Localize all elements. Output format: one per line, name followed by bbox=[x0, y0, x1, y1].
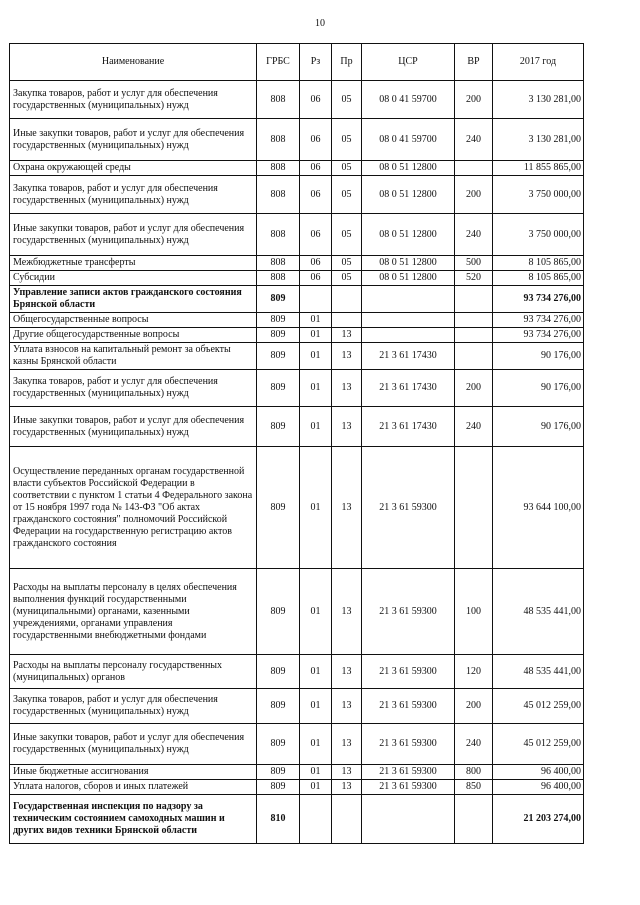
cell-grbs: 809 bbox=[257, 370, 300, 407]
cell-rz: 01 bbox=[300, 655, 332, 689]
cell-pr: 13 bbox=[332, 655, 362, 689]
cell-csr: 21 3 61 59300 bbox=[362, 780, 455, 795]
cell-name: Иные закупки товаров, работ и услуг для обеспечения государственных (муниципальных) нужд bbox=[10, 119, 257, 161]
cell-csr: 21 3 61 59300 bbox=[362, 689, 455, 724]
cell-name: Закупка товаров, работ и услуг для обеспечения государственных (муниципальных) нужд bbox=[10, 176, 257, 214]
cell-amount: 45 012 259,00 bbox=[493, 724, 584, 765]
column-header-name: Наименование bbox=[10, 44, 257, 81]
cell-grbs: 809 bbox=[257, 569, 300, 655]
cell-pr: 13 bbox=[332, 724, 362, 765]
cell-name: Иные закупки товаров, работ и услуг для обеспечения государственных (муниципальных) нужд bbox=[10, 214, 257, 256]
cell-rz: 06 bbox=[300, 119, 332, 161]
cell-name: Закупка товаров, работ и услуг для обеспечения государственных (муниципальных) нужд bbox=[10, 689, 257, 724]
cell-amount: 96 400,00 bbox=[493, 780, 584, 795]
cell-pr: 13 bbox=[332, 689, 362, 724]
cell-csr: 21 3 61 59300 bbox=[362, 655, 455, 689]
cell-vr bbox=[455, 343, 493, 370]
cell-grbs: 808 bbox=[257, 81, 300, 119]
cell-name: Субсидии bbox=[10, 271, 257, 286]
cell-pr: 05 bbox=[332, 271, 362, 286]
cell-vr: 100 bbox=[455, 569, 493, 655]
cell-grbs: 809 bbox=[257, 313, 300, 328]
cell-pr: 13 bbox=[332, 343, 362, 370]
cell-amount: 11 855 865,00 bbox=[493, 161, 584, 176]
cell-pr bbox=[332, 286, 362, 313]
cell-csr: 21 3 61 59300 bbox=[362, 569, 455, 655]
table-row bbox=[10, 795, 584, 844]
table-row bbox=[10, 214, 584, 256]
cell-amount: 93 734 276,00 bbox=[493, 286, 584, 313]
cell-amount: 90 176,00 bbox=[493, 343, 584, 370]
cell-grbs: 809 bbox=[257, 328, 300, 343]
table-body bbox=[10, 81, 584, 844]
table-row bbox=[10, 328, 584, 343]
cell-name: Управление записи актов гражданского состояния Брянской области bbox=[10, 286, 257, 313]
table-row bbox=[10, 765, 584, 780]
table-row bbox=[10, 161, 584, 176]
cell-amount: 96 400,00 bbox=[493, 765, 584, 780]
cell-pr: 05 bbox=[332, 176, 362, 214]
cell-grbs: 808 bbox=[257, 161, 300, 176]
cell-vr bbox=[455, 328, 493, 343]
cell-grbs: 809 bbox=[257, 689, 300, 724]
cell-rz: 01 bbox=[300, 343, 332, 370]
cell-vr bbox=[455, 795, 493, 844]
cell-rz: 06 bbox=[300, 161, 332, 176]
table-row bbox=[10, 689, 584, 724]
cell-vr: 200 bbox=[455, 370, 493, 407]
cell-grbs: 809 bbox=[257, 407, 300, 447]
cell-csr: 21 3 61 59300 bbox=[362, 724, 455, 765]
cell-grbs: 808 bbox=[257, 119, 300, 161]
cell-rz: 06 bbox=[300, 81, 332, 119]
cell-csr: 21 3 61 17430 bbox=[362, 343, 455, 370]
cell-amount: 93 734 276,00 bbox=[493, 328, 584, 343]
cell-csr: 21 3 61 59300 bbox=[362, 447, 455, 569]
table-row bbox=[10, 655, 584, 689]
table-header-row bbox=[10, 44, 584, 81]
cell-csr: 21 3 61 17430 bbox=[362, 370, 455, 407]
cell-csr: 08 0 41 59700 bbox=[362, 81, 455, 119]
cell-grbs: 810 bbox=[257, 795, 300, 844]
cell-grbs: 808 bbox=[257, 214, 300, 256]
cell-rz: 01 bbox=[300, 765, 332, 780]
cell-name: Общегосударственные вопросы bbox=[10, 313, 257, 328]
cell-pr: 05 bbox=[332, 214, 362, 256]
cell-rz: 01 bbox=[300, 328, 332, 343]
table-row bbox=[10, 176, 584, 214]
table-row bbox=[10, 271, 584, 286]
cell-csr: 08 0 41 59700 bbox=[362, 119, 455, 161]
cell-vr: 200 bbox=[455, 176, 493, 214]
cell-name: Осуществление переданных органам государственной власти субъектов Российской Федерации в соответствии с пунктом 1 статьи 4 Федерального закона от 15 ноября 1997 года № 143-ФЗ "Об актах гражданского состояния" полномочий Российской Федерации на государственную регистрацию актов гражданского состояния bbox=[10, 447, 257, 569]
cell-rz: 01 bbox=[300, 724, 332, 765]
table-row bbox=[10, 724, 584, 765]
cell-amount: 3 750 000,00 bbox=[493, 214, 584, 256]
cell-grbs: 808 bbox=[257, 271, 300, 286]
table-row bbox=[10, 119, 584, 161]
table-row bbox=[10, 343, 584, 370]
column-header-rz: Рз bbox=[300, 44, 332, 81]
cell-grbs: 809 bbox=[257, 765, 300, 780]
cell-rz: 01 bbox=[300, 313, 332, 328]
cell-vr bbox=[455, 286, 493, 313]
page-number: 10 bbox=[315, 18, 325, 29]
cell-amount: 21 203 274,00 bbox=[493, 795, 584, 844]
cell-vr: 800 bbox=[455, 765, 493, 780]
cell-vr: 200 bbox=[455, 689, 493, 724]
cell-pr: 13 bbox=[332, 407, 362, 447]
column-header-pr: Пр bbox=[332, 44, 362, 81]
cell-amount: 3 130 281,00 bbox=[493, 81, 584, 119]
cell-pr: 13 bbox=[332, 328, 362, 343]
cell-pr: 13 bbox=[332, 569, 362, 655]
cell-pr: 05 bbox=[332, 161, 362, 176]
cell-vr: 240 bbox=[455, 407, 493, 447]
cell-name: Иные закупки товаров, работ и услуг для обеспечения государственных (муниципальных) нужд bbox=[10, 407, 257, 447]
cell-vr: 500 bbox=[455, 256, 493, 271]
cell-grbs: 809 bbox=[257, 724, 300, 765]
cell-name: Межбюджетные трансферты bbox=[10, 256, 257, 271]
cell-name: Закупка товаров, работ и услуг для обеспечения государственных (муниципальных) нужд bbox=[10, 370, 257, 407]
cell-pr: 13 bbox=[332, 780, 362, 795]
cell-rz: 01 bbox=[300, 689, 332, 724]
cell-name: Расходы на выплаты персоналу в целях обеспечения выполнения функций государственными (муниципальными) органами, казенными учреждениями, органами управления государственными внебюджетными фондами bbox=[10, 569, 257, 655]
cell-amount: 3 750 000,00 bbox=[493, 176, 584, 214]
cell-rz: 06 bbox=[300, 271, 332, 286]
cell-csr: 08 0 51 12800 bbox=[362, 256, 455, 271]
cell-rz: 06 bbox=[300, 176, 332, 214]
cell-grbs: 809 bbox=[257, 655, 300, 689]
cell-amount: 93 644 100,00 bbox=[493, 447, 584, 569]
cell-vr: 850 bbox=[455, 780, 493, 795]
table-row bbox=[10, 447, 584, 569]
cell-name: Уплата взносов на капитальный ремонт за объекты казны Брянской области bbox=[10, 343, 257, 370]
cell-grbs: 808 bbox=[257, 256, 300, 271]
cell-pr: 05 bbox=[332, 119, 362, 161]
cell-rz: 01 bbox=[300, 407, 332, 447]
cell-rz: 01 bbox=[300, 569, 332, 655]
cell-amount: 8 105 865,00 bbox=[493, 256, 584, 271]
cell-vr: 200 bbox=[455, 81, 493, 119]
cell-pr: 13 bbox=[332, 447, 362, 569]
cell-vr: 120 bbox=[455, 655, 493, 689]
cell-vr: 520 bbox=[455, 271, 493, 286]
cell-pr: 13 bbox=[332, 765, 362, 780]
cell-name: Иные закупки товаров, работ и услуг для обеспечения государственных (муниципальных) нужд bbox=[10, 724, 257, 765]
cell-name: Закупка товаров, работ и услуг для обеспечения государственных (муниципальных) нужд bbox=[10, 81, 257, 119]
cell-rz: 06 bbox=[300, 214, 332, 256]
cell-csr: 08 0 51 12800 bbox=[362, 214, 455, 256]
cell-rz bbox=[300, 795, 332, 844]
cell-csr: 08 0 51 12800 bbox=[362, 271, 455, 286]
cell-vr bbox=[455, 447, 493, 569]
cell-rz bbox=[300, 286, 332, 313]
cell-grbs: 809 bbox=[257, 780, 300, 795]
cell-vr: 240 bbox=[455, 214, 493, 256]
column-header-year: 2017 год bbox=[493, 44, 584, 81]
table-row bbox=[10, 569, 584, 655]
cell-pr: 13 bbox=[332, 370, 362, 407]
cell-amount: 90 176,00 bbox=[493, 407, 584, 447]
cell-rz: 01 bbox=[300, 370, 332, 407]
cell-rz: 01 bbox=[300, 447, 332, 569]
cell-amount: 48 535 441,00 bbox=[493, 569, 584, 655]
cell-name: Расходы на выплаты персоналу государственных (муниципальных) органов bbox=[10, 655, 257, 689]
cell-rz: 06 bbox=[300, 256, 332, 271]
column-header-grbs: ГРБС bbox=[257, 44, 300, 81]
cell-csr: 08 0 51 12800 bbox=[362, 176, 455, 214]
cell-name: Охрана окружающей среды bbox=[10, 161, 257, 176]
cell-pr: 05 bbox=[332, 256, 362, 271]
cell-name: Иные бюджетные ассигнования bbox=[10, 765, 257, 780]
table-row bbox=[10, 256, 584, 271]
cell-name: Государственная инспекция по надзору за техническим состоянием самоходных машин и других видов техники Брянской области bbox=[10, 795, 257, 844]
budget-table bbox=[9, 43, 584, 844]
cell-csr bbox=[362, 795, 455, 844]
cell-vr bbox=[455, 161, 493, 176]
table-row bbox=[10, 780, 584, 795]
cell-grbs: 809 bbox=[257, 447, 300, 569]
cell-grbs: 809 bbox=[257, 343, 300, 370]
table-row bbox=[10, 370, 584, 407]
cell-pr bbox=[332, 795, 362, 844]
cell-grbs: 809 bbox=[257, 286, 300, 313]
cell-amount: 48 535 441,00 bbox=[493, 655, 584, 689]
cell-vr: 240 bbox=[455, 119, 493, 161]
cell-vr bbox=[455, 313, 493, 328]
column-header-csr: ЦСР bbox=[362, 44, 455, 81]
cell-grbs: 808 bbox=[257, 176, 300, 214]
cell-csr bbox=[362, 286, 455, 313]
cell-csr: 21 3 61 17430 bbox=[362, 407, 455, 447]
cell-pr bbox=[332, 313, 362, 328]
table-row bbox=[10, 81, 584, 119]
cell-amount: 45 012 259,00 bbox=[493, 689, 584, 724]
table-row bbox=[10, 286, 584, 313]
cell-rz: 01 bbox=[300, 780, 332, 795]
cell-csr: 08 0 51 12800 bbox=[362, 161, 455, 176]
cell-amount: 8 105 865,00 bbox=[493, 271, 584, 286]
cell-pr: 05 bbox=[332, 81, 362, 119]
cell-csr bbox=[362, 313, 455, 328]
cell-amount: 93 734 276,00 bbox=[493, 313, 584, 328]
cell-amount: 3 130 281,00 bbox=[493, 119, 584, 161]
cell-csr bbox=[362, 328, 455, 343]
cell-csr: 21 3 61 59300 bbox=[362, 765, 455, 780]
cell-name: Другие общегосударственные вопросы bbox=[10, 328, 257, 343]
cell-amount: 90 176,00 bbox=[493, 370, 584, 407]
column-header-vr: ВР bbox=[455, 44, 493, 81]
cell-name: Уплата налогов, сборов и иных платежей bbox=[10, 780, 257, 795]
table-row bbox=[10, 313, 584, 328]
cell-vr: 240 bbox=[455, 724, 493, 765]
table-row bbox=[10, 407, 584, 447]
